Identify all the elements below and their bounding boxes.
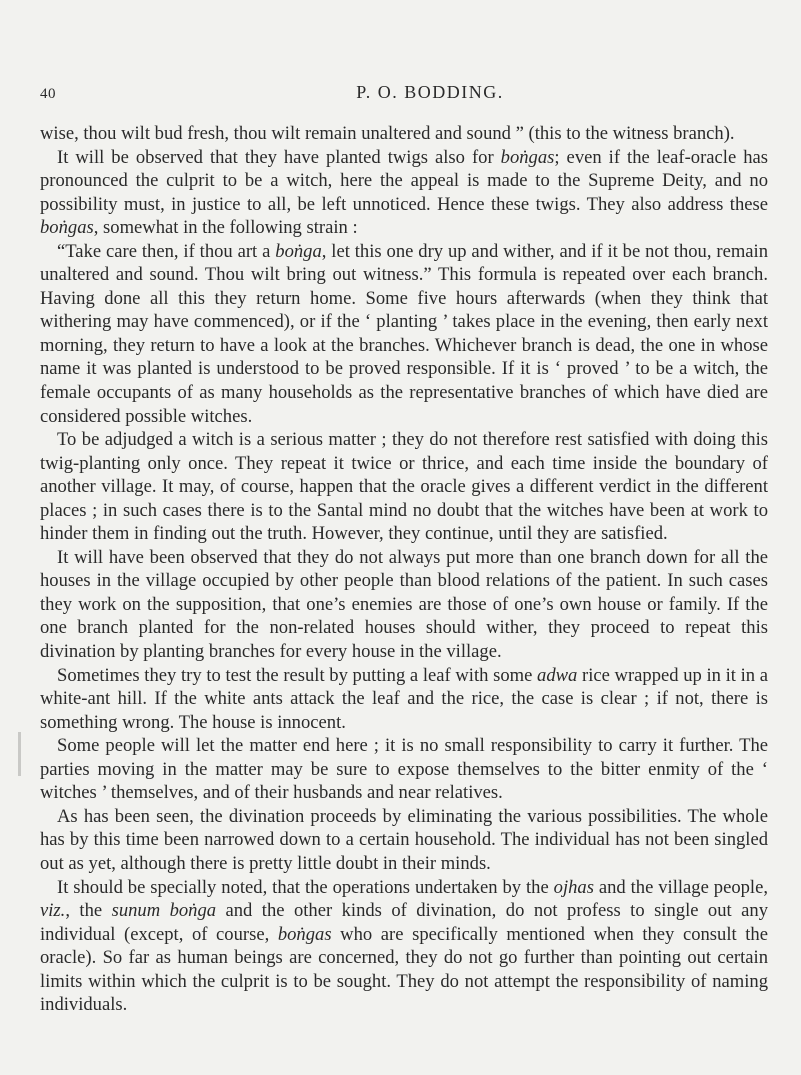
text-run: It will be observed that they have planted twigs also for (57, 146, 501, 168)
text-run: It should be specially noted, that the operations undertaken by the (57, 876, 554, 898)
paragraph (40, 805, 768, 876)
paragraph (40, 146, 768, 240)
text-run: , let this one dry up and wither, and if it be not thou, remain unaltered and sound. Thou wilt bring out witness.” This formula is repeated over each branch. Having done all this they return home. Some five hours afterwards (when they think that withering may have commenced), or if the ‘ planting ’ takes place in the evening, then early next morning, they return to have a look at the branches. Whichever branch is dead, the one in whose name it was planted is understood to be proved responsible. If it is ‘ proved ’ to be a witch, the female occupants of as many households as the representative branches of which have died are considered possible witches. (40, 240, 769, 427)
text-run: It will have been observed that they do not always put more than one branch down for all the houses in the village occupied by other people than blood relations of the patient. In such cases they work on the supposition, that one’s enemies are those of one’s own house or family. If the one branch planted for the non-related houses should wither, they proceed to repeat this divination by planting branches for every house in the village. (40, 546, 768, 663)
running-head: P. O. BODDING. (356, 82, 504, 102)
margin-mark (18, 732, 21, 776)
italic-term: ojhas (553, 876, 594, 898)
paragraph (40, 122, 768, 146)
text-run: and the other kinds of divination, do not profess to single out any individual (except, of course, (40, 900, 768, 945)
text-run: Some people will let the matter end here ; it is no small responsibility to carry it further. The parties moving in the matter may be sure to expose themselves to the bitter enmity of the ‘ witches ’ themselves, and of their husbands and near relatives. (40, 735, 768, 804)
text-run: To be adjudged a witch is a serious matter ; they do not therefore rest satisfied with doing this twig-planting only once. They repeat it twice or thrice, and each time inside the boundary of another village. It may, of course, happen that the oracle gives a different verdict in the different places ; in such cases there is to the Santal mind no doubt that the witches have been at work to hinder them in finding out the truth. However, they continue, until they are satisfied. (40, 429, 768, 545)
paragraph (40, 734, 768, 805)
text-run: , somewhat in the following strain : (93, 217, 358, 239)
paragraph (40, 428, 768, 546)
italic-term: adwa (537, 664, 578, 686)
paragraph (40, 240, 768, 428)
italic-term: viz. (40, 900, 66, 922)
text-run: and the village people, (593, 876, 768, 898)
text-run: As has been seen, the divination proceeds by eliminating the various possibilities. The whole has by this time been narrowed down to a certain household. The individual has not been singled out as yet, although there is pretty little doubt in their minds. (40, 805, 768, 874)
italic-term: boṅgas (500, 146, 555, 168)
text-run: “Take care then, if thou art a (57, 240, 276, 262)
text-run: who are specifically mentioned when they consult the oracle). So far as human beings are concerned, they do not go further than pointing out certain limits within which the culprit is to be sought. They do not attempt the responsibility of naming individuals. (40, 923, 768, 1016)
italic-term: boṅgas (277, 923, 332, 945)
body-text (40, 122, 768, 1017)
paragraph (40, 876, 768, 1017)
text-run: , the (65, 900, 112, 922)
paragraph (40, 546, 768, 664)
paragraph (40, 664, 768, 735)
italic-term: sunum boṅga (111, 900, 217, 922)
text-run: Sometimes they try to test the result by putting a leaf with some (57, 664, 538, 686)
page-number: 40 (40, 86, 56, 102)
text-run: rice wrapped up in it in a white-ant hill. If the white ants attack the leaf and the rice, the case is clear ; if not, there is something wrong. The house is innocent. (40, 664, 768, 733)
italic-term: boṅga (275, 240, 322, 262)
text-run: ; even if the leaf-oracle has pronounced the culprit to be a witch, here the appeal is made to the Supreme Deity, and no possibility must, in justice to all, be left unnoticed. Hence these twigs. They also address these (40, 146, 769, 215)
italic-term: boṅgas (40, 217, 94, 239)
text-run: wise, thou wilt bud fresh, thou wilt remain unaltered and sound ” (this to the witness branch). (40, 123, 735, 144)
